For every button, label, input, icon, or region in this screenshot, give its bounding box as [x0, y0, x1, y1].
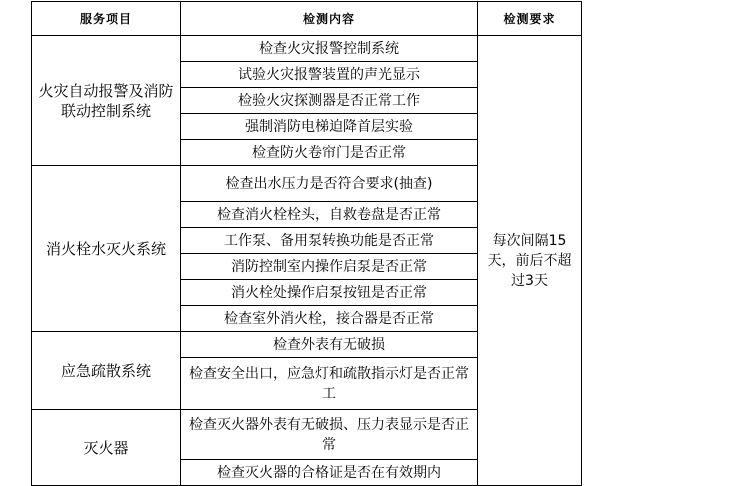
header-inspection-content: 检测内容	[181, 2, 478, 36]
inspection-item: 消火栓处操作启泵按钮是否正常	[181, 280, 478, 306]
inspection-item: 检查消火栓栓头，自救卷盘是否正常	[181, 202, 478, 228]
category-extinguisher: 灭火器	[32, 410, 181, 486]
table-row	[32, 36, 582, 62]
inspection-item: 检查安全出口，应急灯和疏散指示灯是否正常工	[181, 358, 478, 410]
inspection-item: 检查灭火器的合格证是否在有效期内	[181, 460, 478, 486]
category-evacuation-system: 应急疏散系统	[32, 332, 181, 410]
header-row	[32, 2, 582, 36]
header-inspection-requirement: 检测要求	[478, 2, 582, 36]
category-fire-alarm-system: 火灾自动报警及消防联动控制系统	[32, 36, 181, 166]
inspection-item: 检查室外消火栓，接合器是否正常	[181, 306, 478, 332]
inspection-item: 检查防火卷帘门是否正常	[181, 140, 478, 166]
inspection-item: 检查外表有无破损	[181, 332, 478, 358]
inspection-item: 工作泵、备用泵转换功能是否正常	[181, 228, 478, 254]
inspection-item: 检查火灾报警控制系统	[181, 36, 478, 62]
inspection-item: 检查灭火器外表有无破损、压力表显示是否正常	[181, 410, 478, 460]
category-hydrant-system: 消火栓水灭火系统	[32, 166, 181, 332]
inspection-table	[31, 1, 582, 486]
inspection-item: 检验火灾探测器是否正常工作	[181, 88, 478, 114]
inspection-requirement: 每次间隔15天，前后不超过3天	[478, 36, 582, 486]
inspection-item: 试验火灾报警装置的声光显示	[181, 62, 478, 88]
header-service-item: 服务项目	[32, 2, 181, 36]
inspection-item: 检查出水压力是否符合要求(抽查)	[181, 166, 478, 202]
inspection-item: 消防控制室内操作启泵是否正常	[181, 254, 478, 280]
inspection-item: 强制消防电梯迫降首层实验	[181, 114, 478, 140]
